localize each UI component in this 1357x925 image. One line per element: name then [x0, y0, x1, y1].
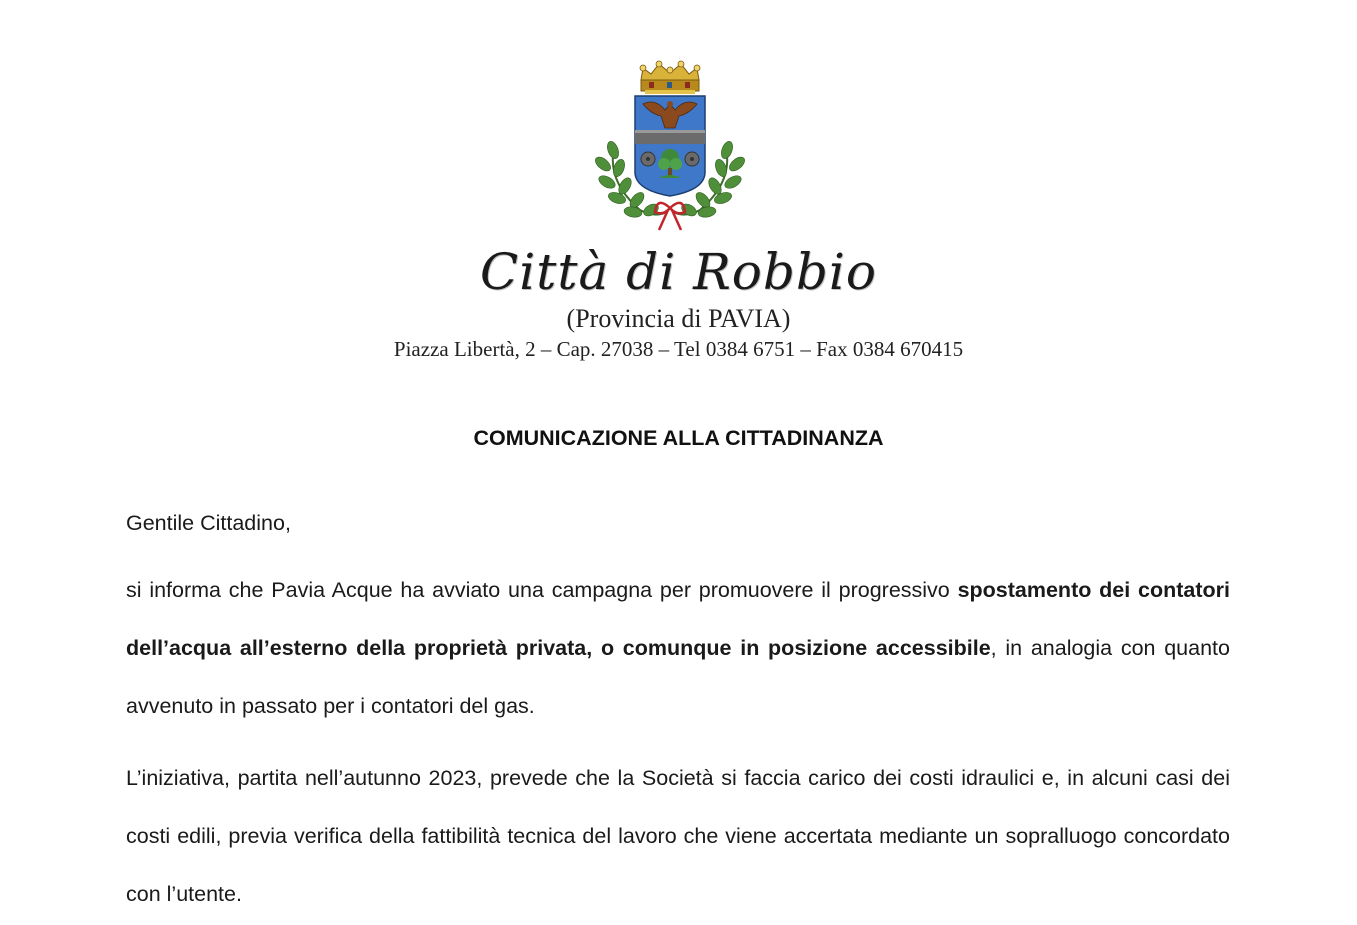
- ribbon-icon: [655, 203, 685, 230]
- document-heading: COMUNICAZIONE ALLA CITTADINANZA: [473, 426, 884, 450]
- paragraph-1-emphasis: spostamento dei contatori dell’acqua all’esterno della proprietà privata, o comunque in posizione accessibile: [126, 578, 1230, 660]
- paragraph-1: [126, 561, 1230, 735]
- paragraph-2: L’iniziativa, partita nell’autunno 2023, prevede che la Società si faccia carico dei costi idraulici e, in alcuni casi dei costi edili, previa verifica della fattibilità tecnica del lavoro che viene accertata mediante un sopralluogo concordato con l’utente.: [126, 766, 1230, 906]
- coat-of-arms-icon: [585, 60, 755, 236]
- paragraph-1-tail: , in analogia con quanto avvenuto in passato per i contatori del gas.: [126, 636, 1230, 718]
- address-line: Piazza Libertà, 2 – Cap. 27038 – Tel 0384 6751 – Fax 0384 670415: [393, 337, 964, 361]
- paragraph-1-lead: si informa che Pavia Acque ha avviato una campagna per promuovere il progressivo: [126, 578, 958, 602]
- salutation: Gentile Cittadino,: [126, 511, 291, 535]
- shield-icon: [635, 96, 705, 196]
- city-title: Città di Robbio: [480, 243, 877, 301]
- crown-icon: [640, 61, 700, 94]
- province-line: (Provincia di PAVIA): [566, 304, 791, 333]
